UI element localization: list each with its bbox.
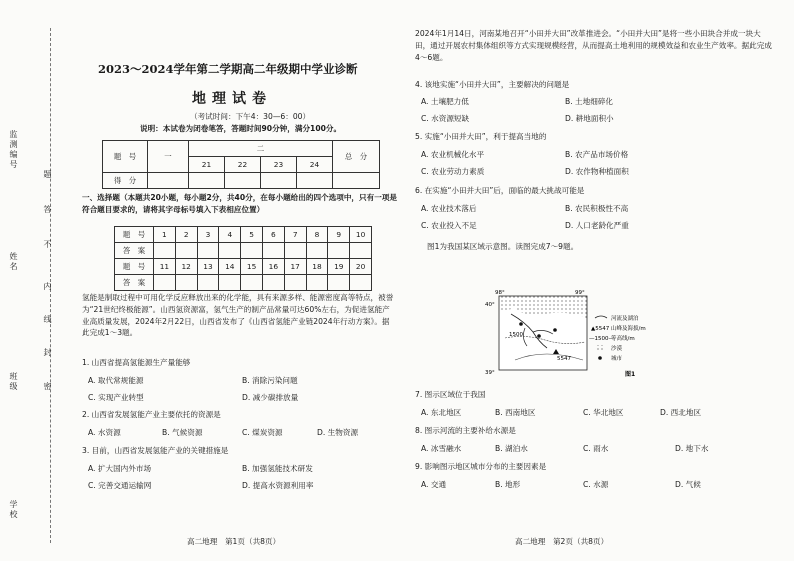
- answer-cell[interactable]: [175, 243, 197, 259]
- legend-contour: 等高线/m: [611, 336, 635, 342]
- legend-desert-icon: [595, 345, 605, 350]
- q7-option-d[interactable]: D. 西北地区: [660, 408, 702, 417]
- passage-farmland: 2024年1月14日，河南某地召开“小田并大田”改革推进会。“小田并大田”是将一些小田块合并成一块大田，通过开展农村集体组织等方式实现规模经营，从而提高土地利用的规模效益和农业生产效率。据此完成4～6题。: [415, 29, 772, 62]
- map-intro: 图1为我国某区域示意图。读图完成7～9题。: [427, 242, 579, 251]
- q9-option-d[interactable]: D. 气候: [675, 480, 701, 489]
- answer-cell[interactable]: [328, 275, 350, 291]
- q6-option-c[interactable]: C. 农业投入不足: [421, 221, 477, 230]
- score-cell[interactable]: [225, 173, 261, 189]
- legend-river: 河流及湖泊: [611, 316, 639, 322]
- lon-label-2: 99°: [575, 290, 585, 296]
- answer-cell[interactable]: [328, 243, 350, 259]
- legend-peak-symbol: ▲5547: [591, 326, 610, 332]
- legend-contour-symbol: —1500—: [589, 336, 614, 342]
- answer-cell[interactable]: [197, 243, 219, 259]
- score-cell[interactable]: [189, 173, 225, 189]
- page-1: [72, 0, 397, 561]
- q2-option-c[interactable]: C. 煤炭资源: [242, 428, 283, 437]
- answer-table-label: 题 号: [115, 227, 154, 243]
- answer-cell[interactable]: [175, 275, 197, 291]
- gutter-mark-feng: 封: [43, 348, 52, 358]
- answer-cell[interactable]: [241, 275, 263, 291]
- lat-label-1: 40°: [485, 302, 495, 308]
- gutter-mark-ti: 题: [43, 170, 52, 180]
- answer-cell[interactable]: [197, 275, 219, 291]
- question-4: 4. 该地实施“小田并大田”，主要解决的问题是: [415, 80, 570, 89]
- answer-cell[interactable]: [262, 243, 284, 259]
- answer-number: 4: [219, 227, 241, 243]
- score-row-label: 得 分: [103, 173, 148, 189]
- q4-option-a[interactable]: A. 土壤肥力低: [421, 97, 469, 106]
- q6-option-b[interactable]: B. 农民积极性不高: [565, 204, 629, 213]
- q4-option-c[interactable]: C. 水资源短缺: [421, 114, 470, 123]
- answer-table-label: 题 号: [115, 259, 154, 275]
- legend-city: 城市: [611, 356, 623, 362]
- figure-1-map: [485, 288, 705, 378]
- score-table-header: 题 号: [103, 141, 148, 173]
- q8-option-c[interactable]: C. 雨水: [583, 444, 609, 453]
- q8-option-b[interactable]: B. 湖泊水: [495, 444, 528, 453]
- answer-cell[interactable]: [306, 275, 328, 291]
- map-svg: [485, 288, 705, 378]
- lat-label-2: 39°: [485, 370, 495, 376]
- answer-number: 7: [284, 227, 306, 243]
- q3-option-c[interactable]: C. 完善交通运输网: [88, 481, 152, 490]
- answer-number: 19: [328, 259, 350, 275]
- legend-peak: 山峰及海拔/m: [611, 326, 646, 332]
- answer-number: 2: [175, 227, 197, 243]
- answer-cell[interactable]: [219, 275, 241, 291]
- answer-cell[interactable]: [350, 275, 372, 291]
- answer-number: 6: [262, 227, 284, 243]
- q9-option-b[interactable]: B. 地形: [495, 480, 521, 489]
- q8-option-d[interactable]: D. 地下水: [675, 444, 709, 453]
- question-9: 9. 影响图示地区城市分布的主要因素是: [415, 462, 547, 471]
- answer-number: 5: [241, 227, 263, 243]
- q9-option-a[interactable]: A. 交通: [421, 480, 447, 489]
- answer-cell[interactable]: [306, 243, 328, 259]
- legend-desert: 沙漠: [611, 346, 623, 352]
- answer-table-label: 答 案: [115, 275, 154, 291]
- question-6: 6. 在实施“小田并大田”后，面临的最大挑战可能是: [415, 186, 585, 195]
- subject-title: 地理试卷: [192, 91, 272, 107]
- score-cell[interactable]: [297, 173, 333, 189]
- answer-number: 13: [197, 259, 219, 275]
- q4-option-d[interactable]: D. 耕地面积小: [565, 114, 614, 123]
- question-1: 1. 山西省提高氢能源生产量能够: [82, 358, 191, 367]
- question-8: 8. 图示河流的主要补给水源是: [415, 426, 516, 435]
- score-table-sub: 23: [261, 157, 297, 173]
- page-2-footer: 高二地理 第2页（共8页）: [515, 537, 609, 546]
- gutter-mark-bu: 不: [43, 240, 52, 250]
- page-2: [415, 0, 780, 561]
- answer-cell[interactable]: [284, 243, 306, 259]
- exam-title: 2023～2024学年第二学期高二年级期中学业诊断: [98, 62, 358, 76]
- legend-river-icon: [595, 316, 607, 318]
- score-table-header: 一: [148, 141, 189, 173]
- q5-option-b[interactable]: B. 农产品市场价格: [565, 150, 629, 159]
- q5-option-c[interactable]: C. 农业劳动力素质: [421, 167, 485, 176]
- question-2: 2. 山西省发展氢能产业主要依托的资源是: [82, 410, 221, 419]
- q6-option-d[interactable]: D. 人口老龄化严重: [565, 221, 629, 230]
- contour-value: 1500: [509, 332, 523, 338]
- answer-number: 14: [219, 259, 241, 275]
- q1-option-c[interactable]: C. 实现产业转型: [88, 393, 144, 402]
- q1-option-b[interactable]: B. 消除污染问题: [242, 376, 298, 385]
- answer-number: 12: [175, 259, 197, 275]
- q3-option-d[interactable]: D. 提高水资源利用率: [242, 481, 314, 490]
- answer-number: 9: [328, 227, 350, 243]
- answer-number: 1: [154, 227, 176, 243]
- gutter-label-school: 学校: [9, 500, 18, 520]
- gutter-mark-mi: 密: [43, 382, 52, 392]
- q7-option-a[interactable]: A. 东北地区: [421, 408, 462, 417]
- passage-hydrogen: 氢能是制取过程中可用化学反应释放出来的化学能，具有来源多样、能源密度高等特点，被誉为“21世纪终极能源”。山西氢资源富，氢气生产的制产品常量可达60%左右，为促进氢能产业高质量发展，2024年2月22日，山西省发布了《山西省氢能产业链2024年行动方案》。据此完成1～3题。: [82, 293, 394, 338]
- score-table-header: 二: [189, 141, 333, 157]
- answer-table-label: 答 案: [115, 243, 154, 259]
- answer-number: 11: [154, 259, 176, 275]
- q7-option-b[interactable]: B. 西南地区: [495, 408, 536, 417]
- gutter-label-exam-number: 监测编号: [9, 130, 18, 170]
- answer-number: 10: [350, 227, 372, 243]
- answer-cell[interactable]: [241, 243, 263, 259]
- city-marker: [537, 334, 541, 338]
- q7-option-c[interactable]: C. 华北地区: [583, 408, 624, 417]
- q5-option-a[interactable]: A. 农业机械化水平: [421, 150, 485, 159]
- gutter-label-class: 班级: [9, 372, 18, 392]
- q2-option-b[interactable]: B. 气候资源: [162, 428, 203, 437]
- q1-option-d[interactable]: D. 减少碳排放量: [242, 393, 299, 402]
- question-3: 3. 目前，山西省发展氢能产业的关键措施是: [82, 446, 229, 455]
- q5-option-d[interactable]: D. 农作物种植面积: [565, 167, 629, 176]
- answer-number: 16: [262, 259, 284, 275]
- score-table-sub: 21: [189, 157, 225, 173]
- city-marker: [553, 328, 557, 332]
- page-1-footer: 高二地理 第1页（共8页）: [187, 537, 281, 546]
- legend-city-icon: [598, 356, 602, 360]
- score-cell[interactable]: [261, 173, 297, 189]
- gutter-mark-da: 答: [43, 205, 52, 215]
- q1-option-a[interactable]: A. 取代常规能源: [88, 376, 144, 385]
- q8-option-a[interactable]: A. 冰雪融水: [421, 444, 462, 453]
- answer-number: 15: [241, 259, 263, 275]
- score-table-sub: 22: [225, 157, 261, 173]
- answer-cell[interactable]: [219, 243, 241, 259]
- peak-elevation: 5547: [557, 356, 571, 362]
- score-table-sub: 24: [297, 157, 333, 173]
- question-7: 7. 图示区域位于我国: [415, 390, 486, 399]
- q3-option-b[interactable]: B. 加强氢能技术研发: [242, 464, 313, 473]
- q3-option-a[interactable]: A. 扩大国内外市场: [88, 464, 152, 473]
- city-marker: [519, 322, 523, 326]
- exam-instructions: 说明：本试卷为闭卷笔答，答题时间90分钟，满分100分。: [140, 124, 342, 133]
- question-5: 5. 实施“小田并大田”，利于提高当地的: [415, 132, 547, 141]
- answer-table: [114, 226, 372, 291]
- answer-number: 17: [284, 259, 306, 275]
- section-1-heading: 一、选择题（本题共20小题，每小题2分，共40分，在每小题给出的四个选项中，只有一项是符合题目要求的，请将其字母标号填入下表相应位置）: [82, 193, 397, 214]
- answer-number: 3: [197, 227, 219, 243]
- exam-time: （考试时间：下午4：30—6：00）: [190, 112, 311, 121]
- answer-number: 8: [306, 227, 328, 243]
- lon-label-1: 98°: [495, 290, 505, 296]
- q2-option-d[interactable]: D. 生物资源: [317, 428, 359, 437]
- gutter-mark-xian: 线: [43, 315, 52, 325]
- q6-option-a[interactable]: A. 农业技术落后: [421, 204, 477, 213]
- gutter-mark-nei: 内: [43, 282, 52, 292]
- score-table-header: 总 分: [333, 141, 380, 173]
- answer-cell[interactable]: [350, 243, 372, 259]
- score-cell[interactable]: [148, 173, 189, 189]
- answer-number: 20: [350, 259, 372, 275]
- q9-option-c[interactable]: C. 水源: [583, 480, 609, 489]
- binding-margin: [0, 0, 58, 561]
- gutter-label-name: 姓名: [9, 252, 18, 272]
- answer-number: 18: [306, 259, 328, 275]
- figure-caption: 图1: [625, 371, 636, 378]
- q2-option-a[interactable]: A. 水资源: [88, 428, 121, 437]
- answer-cell[interactable]: [262, 275, 284, 291]
- score-cell[interactable]: [333, 173, 380, 189]
- answer-cell[interactable]: [154, 243, 176, 259]
- score-table: [102, 140, 380, 189]
- q4-option-b[interactable]: B. 土地细碎化: [565, 97, 614, 106]
- answer-cell[interactable]: [284, 275, 306, 291]
- answer-cell[interactable]: [154, 275, 176, 291]
